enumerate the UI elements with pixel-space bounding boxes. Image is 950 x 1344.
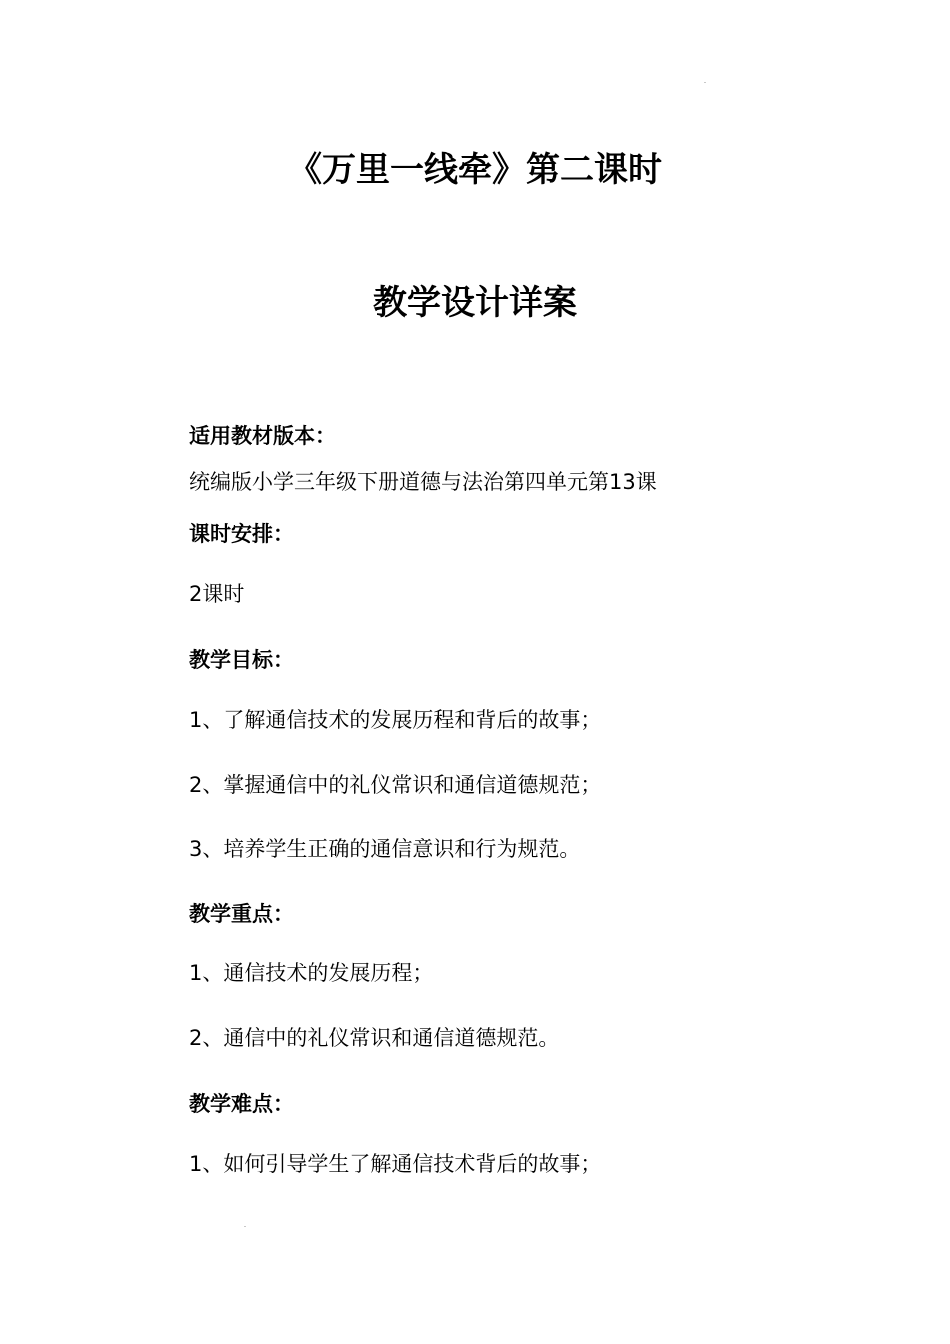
heading-textbook-version: 适用教材版本： <box>189 424 336 448</box>
heading-teaching-objectives: 教学目标： <box>189 648 294 672</box>
focus-item: 2、通信中的礼仪常识和通信道德规范。 <box>189 1026 560 1050</box>
objective-item: 1、了解通信技术的发展历程和背后的故事； <box>189 708 602 732</box>
scan-speck-top <box>704 82 706 83</box>
heading-teaching-focus: 教学重点： <box>189 902 294 926</box>
textbook-version-text: 统编版小学三年级下册道德与法治第四单元第13课 <box>189 470 657 494</box>
document-title: 《万里一线牵》第二课时 <box>288 150 662 190</box>
heading-teaching-difficulties: 教学难点： <box>189 1092 294 1116</box>
scan-speck-bottom <box>244 1226 246 1227</box>
focus-item: 1、通信技术的发展历程； <box>189 961 434 985</box>
document-subtitle: 教学设计详案 <box>373 283 577 323</box>
class-arrangement-text: 2课时 <box>189 582 245 606</box>
objective-item: 3、培养学生正确的通信意识和行为规范。 <box>189 837 581 861</box>
difficulty-item: 1、如何引导学生了解通信技术背后的故事； <box>189 1152 602 1176</box>
objective-item: 2、掌握通信中的礼仪常识和通信道德规范； <box>189 773 602 797</box>
heading-class-arrangement: 课时安排： <box>189 522 294 546</box>
